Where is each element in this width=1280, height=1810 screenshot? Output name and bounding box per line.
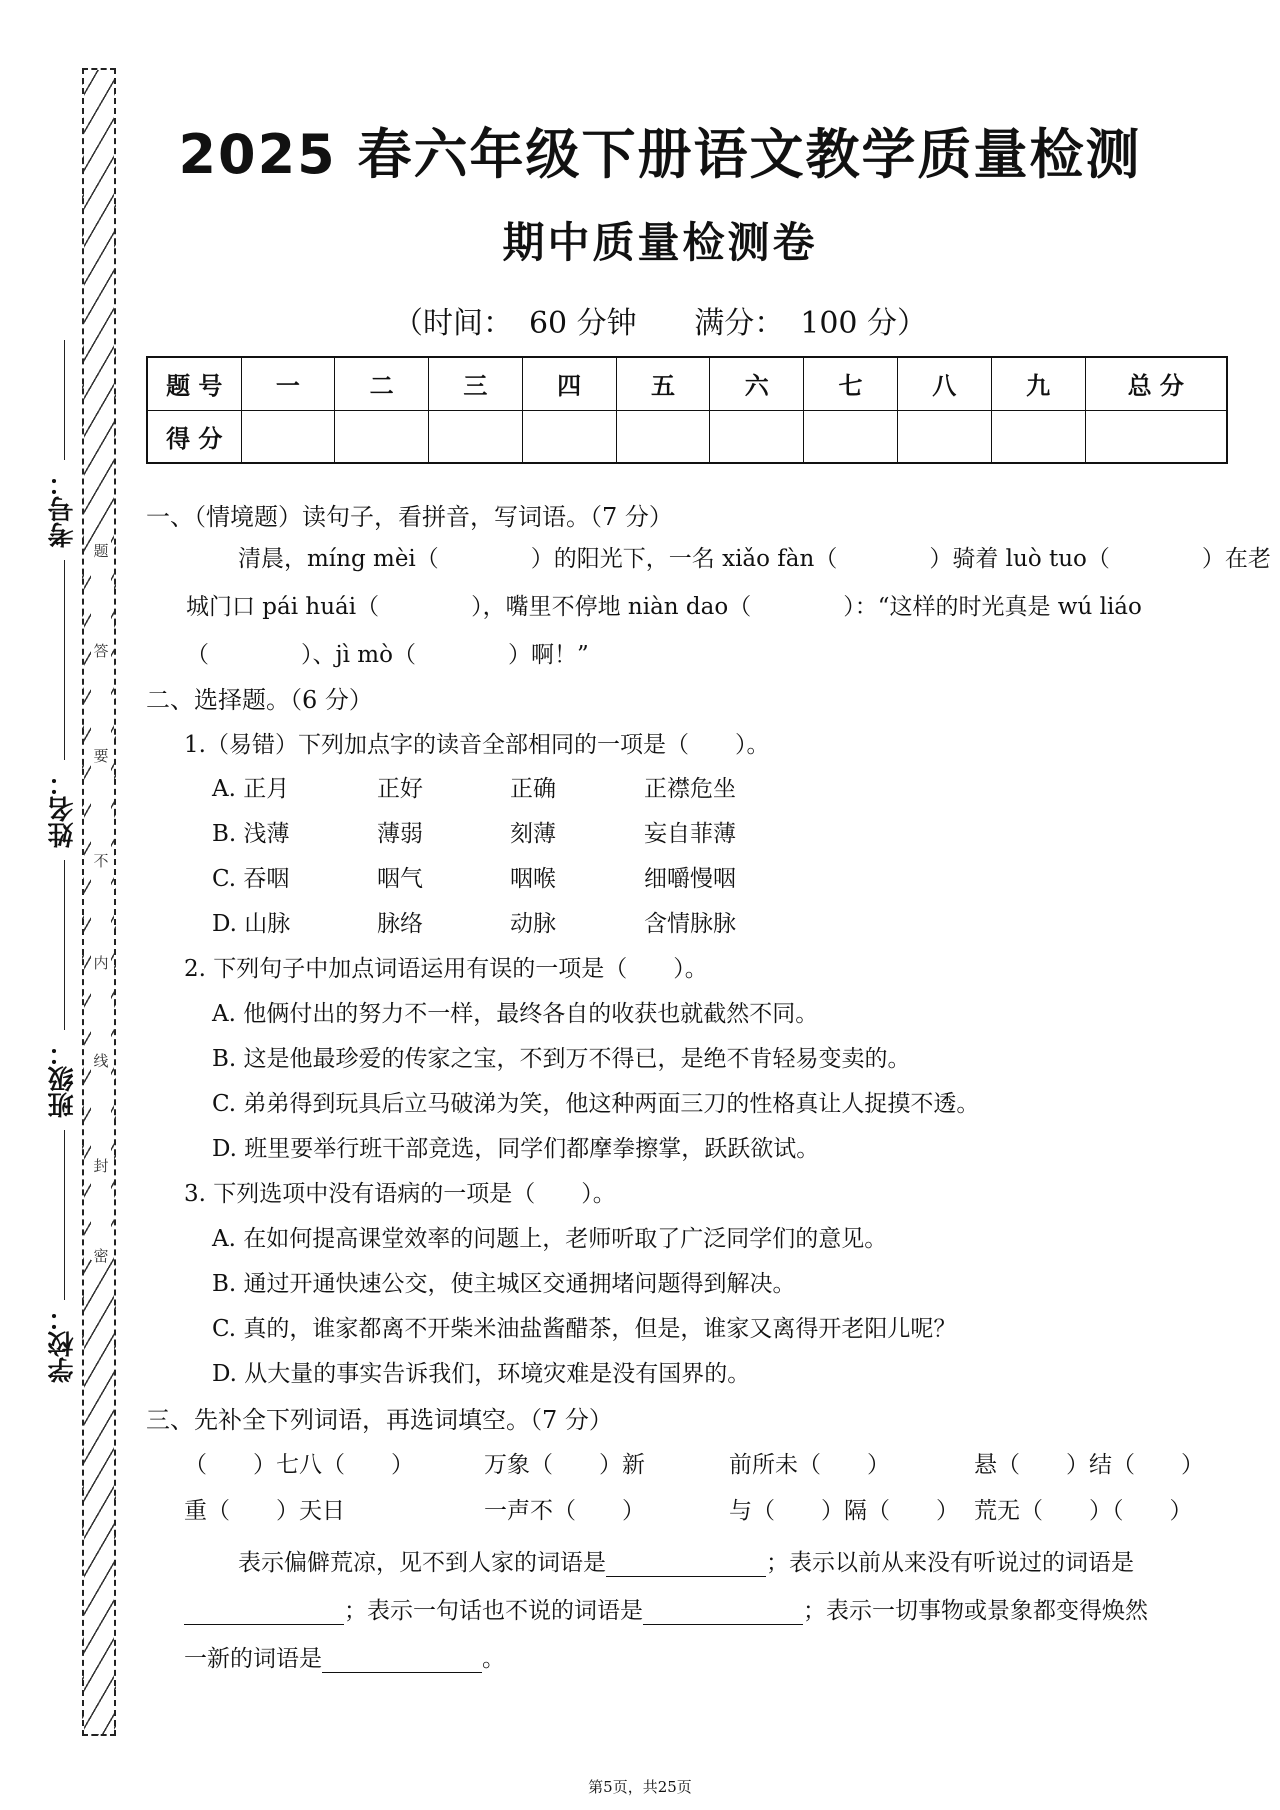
option-word: 正好 [377, 776, 423, 802]
column-header-total: 总 分 [1085, 357, 1227, 410]
q2-option-a: A. 他俩付出的努力不一样，最终各自的收获也就截然不同。 [212, 1001, 819, 1027]
answer-blank[interactable] [606, 1553, 766, 1577]
section1-line: 清晨，míng mèi（ ）的阳光下，一名 xiǎo fàn（ ）骑着 luò tuo（ ）在老 [238, 546, 1271, 572]
fill-line-3 [184, 1640, 505, 1673]
option-word: 含情脉脉 [644, 911, 736, 937]
section1-heading: 一、（情境题）读句子，看拼音，写词语。（7 分） [146, 503, 673, 531]
name-label: 姓名： [48, 770, 78, 848]
option-word: 正襟危坐 [644, 776, 736, 802]
q3-option-a: A. 在如何提高课堂效率的问题上，老师听取了广泛同学们的意见。 [212, 1226, 888, 1252]
score-cell[interactable] [335, 410, 429, 463]
question-1: 1.（易错）下列加点字的读音全部相同的一项是（ ）。 [184, 732, 770, 758]
seal-line-text [91, 540, 111, 1265]
word-item: 重（ ）天日 [184, 1498, 345, 1524]
name-line [64, 560, 65, 760]
section2-heading: 二、选择题。（6 分） [146, 686, 373, 714]
option-word: C. 吞咽 [212, 866, 290, 892]
word-item: 与（ ）隔（ ） [729, 1498, 959, 1524]
page-subtitle: 期中质量检测卷 [502, 218, 818, 267]
score-cell[interactable] [522, 410, 616, 463]
question-3: 3. 下列选项中没有语病的一项是（ ）。 [184, 1181, 616, 1207]
school-line [64, 1130, 65, 1300]
exam-number-line [64, 340, 65, 460]
option-word: 咽喉 [510, 866, 556, 892]
column-header: 四 [522, 357, 616, 410]
word-row-2 [184, 1492, 1194, 1522]
q3-option-d: D. 从大量的事实告诉我们，环境灾难是没有国界的。 [212, 1361, 751, 1387]
option-word: B. 浅薄 [212, 821, 290, 847]
option-word: A. 正月 [212, 776, 290, 802]
class-label: 班级： [48, 1040, 78, 1118]
q1-option-a [212, 770, 812, 800]
seal-char: 线 [93, 1052, 109, 1070]
seal-char: 不 [93, 852, 109, 870]
q2-option-c: C. 弟弟得到玩具后立马破涕为笑，他这种两面三刀的性格真让人捉摸不透。 [212, 1091, 980, 1117]
word-item: 荒无（ ）（ ） [974, 1498, 1193, 1524]
score-cell[interactable] [804, 410, 898, 463]
score-cell[interactable] [897, 410, 991, 463]
score-value: 100 分） [800, 306, 928, 341]
score-label: 得 分 [147, 410, 241, 463]
word-item: 万象（ ）新 [484, 1452, 645, 1478]
q3-option-b: B. 通过开通快速公交，使主城区交通拥堵问题得到解决。 [212, 1271, 796, 1297]
question-2: 2. 下列句子中加点词语运用有误的一项是（ ）。 [184, 956, 708, 982]
option-word: 正确 [510, 776, 556, 802]
option-word: 细嚼慢咽 [644, 866, 736, 892]
column-header: 二 [335, 357, 429, 410]
option-word: 刻薄 [510, 821, 556, 847]
q1-option-c [212, 860, 812, 890]
q2-option-b: B. 这是他最珍爱的传家之宝，不到万不得已，是绝不肯轻易变卖的。 [212, 1046, 911, 1072]
fill-text: 。 [482, 1646, 505, 1672]
answer-blank[interactable] [643, 1601, 803, 1625]
seal-char: 答 [93, 642, 109, 660]
score-label: 满分： [694, 306, 785, 341]
time-label: （时间： [392, 306, 513, 341]
fill-text: ；表示以前从来没有听说过的词语是 [766, 1550, 1134, 1576]
column-header: 五 [616, 357, 710, 410]
option-word: 脉络 [377, 911, 423, 937]
question-number-label: 题 号 [147, 357, 241, 410]
column-header: 一 [241, 357, 335, 410]
score-table [146, 356, 1228, 464]
seal-char: 要 [93, 747, 109, 765]
word-row-1 [184, 1446, 1204, 1478]
q3-option-c: C. 真的，谁家都离不开柴米油盐酱醋茶，但是，谁家又离得开老阳儿呢？ [212, 1316, 957, 1342]
section3-heading: 三、先补全下列词语，再选词填空。（7 分） [146, 1406, 613, 1434]
q1-option-d [212, 905, 812, 935]
score-cell[interactable] [616, 410, 710, 463]
option-word: 咽气 [377, 866, 423, 892]
column-header: 三 [429, 357, 523, 410]
word-item: 一声不（ ） [484, 1498, 645, 1524]
answer-blank[interactable] [184, 1601, 344, 1625]
q1-option-b [212, 815, 812, 845]
seal-char: 密 [93, 1247, 109, 1265]
score-cell[interactable] [710, 410, 804, 463]
fill-line-2 [184, 1592, 1148, 1625]
option-word: 妄自菲薄 [644, 821, 736, 847]
q2-option-d: D. 班里要举行班干部竞选，同学们都摩拳擦掌，跃跃欲试。 [212, 1136, 820, 1162]
page-title: 2025 春六年级下册语文教学质量检测 [178, 123, 1142, 186]
score-cell-total[interactable] [1085, 410, 1227, 463]
fill-text: 一新的词语是 [184, 1646, 322, 1672]
word-item: 悬（ ）结（ ） [974, 1452, 1204, 1478]
section1-line: 城门口 pái huái（ ），嘴里不停地 niàn dao（ ）：“这样的时光真是 wú liáo [186, 594, 1142, 620]
school-label: 学校： [48, 1305, 78, 1383]
column-header: 七 [804, 357, 898, 410]
fill-text: 表示偏僻荒凉，见不到人家的词语是 [238, 1550, 606, 1576]
option-word: 薄弱 [377, 821, 423, 847]
fill-text: ；表示一切事物或景象都变得焕然 [803, 1598, 1148, 1624]
time-value: 60 分钟 [528, 306, 637, 341]
score-table-score-row [147, 410, 1227, 463]
class-line [64, 860, 65, 1030]
exam-number-label: 考号： [48, 470, 78, 548]
column-header: 八 [897, 357, 991, 410]
score-cell[interactable] [991, 410, 1085, 463]
seal-char: 封 [93, 1157, 109, 1175]
score-cell[interactable] [429, 410, 523, 463]
score-table-header-row [147, 357, 1227, 410]
option-word: 动脉 [510, 911, 556, 937]
word-item: 前所未（ ） [729, 1452, 890, 1478]
score-cell[interactable] [241, 410, 335, 463]
page-footer: 第5页，共25页 [588, 1778, 692, 1796]
seal-char: 内 [93, 954, 109, 972]
column-header: 九 [991, 357, 1085, 410]
fill-text: ；表示一句话也不说的词语是 [344, 1598, 643, 1624]
word-item: （ ）七八（ ） [184, 1452, 414, 1478]
seal-char: 题 [93, 542, 109, 560]
answer-blank[interactable] [322, 1649, 482, 1673]
column-header: 六 [710, 357, 804, 410]
exam-info [130, 298, 1190, 342]
section1-line: （ ）、jì mò（ ）啊！” [186, 642, 589, 668]
option-word: D. 山脉 [212, 911, 291, 937]
fill-line-1 [238, 1544, 1134, 1577]
